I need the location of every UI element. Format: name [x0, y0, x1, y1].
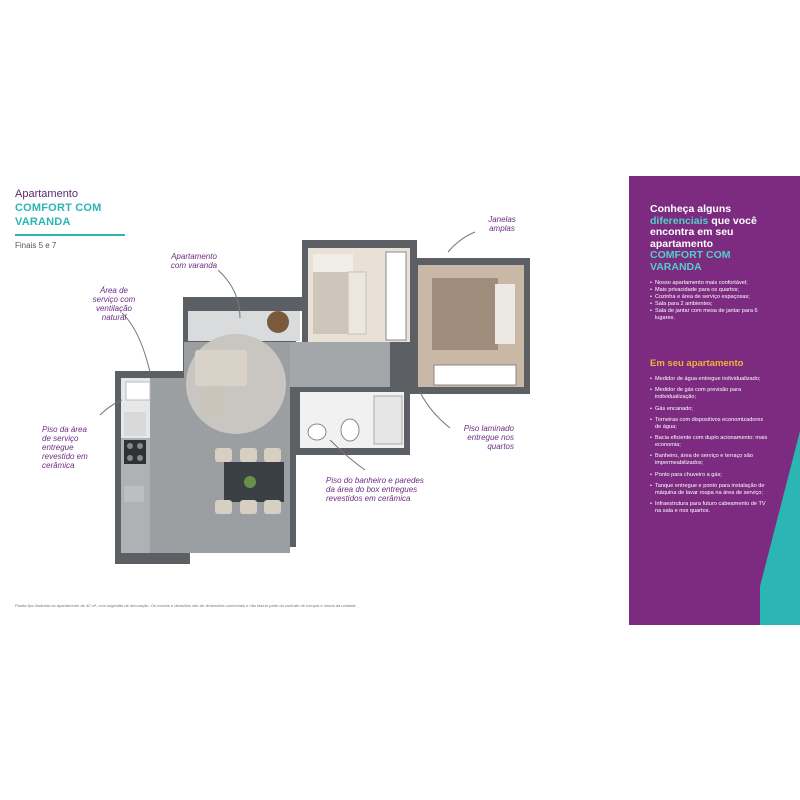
- list-item: • Cozinha e área de serviço espaçosas;: [650, 294, 768, 301]
- title-model: COMFORT COM VARANDA: [15, 202, 102, 228]
- callout-area-servico: Área de serviço com ventilação natural: [92, 286, 136, 322]
- title-finais: Finais 5 e 7: [15, 241, 57, 250]
- list-item: • Infraestrutura para futuro cabeamento de TV na sala e nos quartos.: [650, 501, 768, 515]
- panel-list-highlights: [650, 280, 768, 322]
- callout-janelas: Janelas amplas: [488, 215, 516, 233]
- list-item: • Torneiras com dispositivos economizadores de água;: [650, 417, 768, 431]
- list-item: • Nosso apartamento mais confortável;: [650, 280, 768, 287]
- info-panel: [629, 176, 800, 625]
- list-item: • Banheiro, área de serviço e terraço são impermeabilizados;: [650, 453, 768, 467]
- title-apartamento: Apartamento: [15, 188, 78, 200]
- panel-list-features: [650, 376, 768, 520]
- panel-heading: Conheça alguns diferenciais que você encontra em seu apartamento COMFORT COM VARANDA: [650, 203, 757, 273]
- footnote: Planta tipo ilustrada do apartamento de 42 m², com sugestão de decoração. Os móveis e utensílios são de dimensões comerciais e não fazem parte do contrato de compra e venda da unidade.: [15, 603, 357, 608]
- callout-piso-servico: Piso da área de serviço entregue revestido em cerâmica: [42, 425, 88, 470]
- list-item: • Mais privacidade para os quartos;: [650, 287, 768, 294]
- list-item: • Tanque entregue e ponto para instalação de máquina de lavar roupa na área de serviço;: [650, 483, 768, 497]
- list-item: • Sala de jantar com mesa de jantar para 6 lugares.: [650, 308, 768, 322]
- list-item: • Ponto para chuveiro a gás;: [650, 472, 768, 479]
- callout-piso-laminado: Piso laminado entregue nos quartos: [463, 424, 514, 451]
- callout-varanda: Apartamento com varanda: [170, 252, 218, 270]
- list-item: • Sala para 2 ambientes;: [650, 301, 768, 308]
- panel-subheading: Em seu apartamento: [650, 358, 744, 369]
- callout-piso-banheiro: Piso do banheiro e paredes da área do box entregues revestidos em cerâmica: [326, 476, 424, 503]
- list-item: • Gás encanado;: [650, 406, 768, 413]
- list-item: • Bacia eficiente com duplo acionamento: mais economia;: [650, 435, 768, 449]
- list-item: • Medidor de água entregue individualizado;: [650, 376, 768, 383]
- list-item: • Medidor de gás com previsão para individualização;: [650, 387, 768, 401]
